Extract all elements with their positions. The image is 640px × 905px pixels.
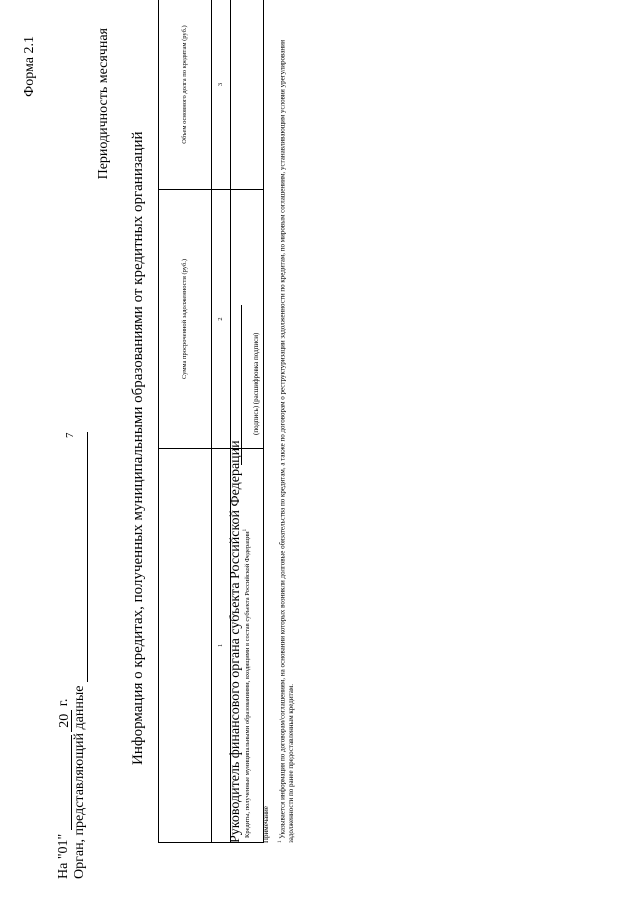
signature-caption: (подпись) (расшифровка подписи) [252, 332, 260, 435]
periodicity-label: Периодичность месячная [96, 28, 111, 180]
date-prefix: На "01" [56, 833, 71, 879]
header-row [159, 0, 212, 843]
year-suffix: г. [56, 698, 71, 707]
row-label-text: Кредиты, полученные муниципальными образованиями, входящими в состав субъекта Российской Федерации [244, 531, 252, 838]
row-footnote-mark: 1 [242, 528, 248, 532]
date-blank [57, 735, 72, 830]
form-label: Форма 2.1 [22, 36, 37, 97]
header-cell-2: Сумма просроченной задолженности (руб.) [159, 190, 212, 449]
footnote-text: Указывается информация по договорам/соглашениям, на основании которых возникли долговые обязательства по кредитам, а также по договорам о реструктуризации задолженности по кредитам, по мировым соглашениям, устанавливающим условия урегулирования задолженности по ранее предоставленным кредитам. [278, 39, 296, 843]
signature-line [240, 305, 242, 465]
header-cell-3: Объем основного долга по кредитам (руб.) [159, 0, 212, 190]
col-number-2: 2 [212, 190, 231, 449]
organ-blank [75, 432, 88, 682]
signer-label: Руководитель финансового органа субъекта Российской Федерации [228, 440, 243, 843]
date-line [56, 699, 72, 879]
footnote-mark: 1 [278, 840, 283, 843]
document-title: Информация о кредитах, полученных муниципальными образованиями от кредитных организаций [130, 131, 146, 765]
note-label: Примечание [262, 806, 270, 843]
col-number-3: 3 [212, 0, 231, 190]
credits-table [158, 0, 264, 843]
year-prefix: 20 [57, 710, 72, 732]
header-cell-1 [159, 449, 212, 843]
col-number-1: 1 [212, 449, 231, 843]
organ-line [72, 432, 88, 879]
page-number: 7 [64, 432, 76, 438]
footnote [276, 23, 296, 843]
principal-debt-cell[interactable] [231, 0, 264, 190]
organ-label: Орган, представляющий данные [72, 685, 87, 879]
